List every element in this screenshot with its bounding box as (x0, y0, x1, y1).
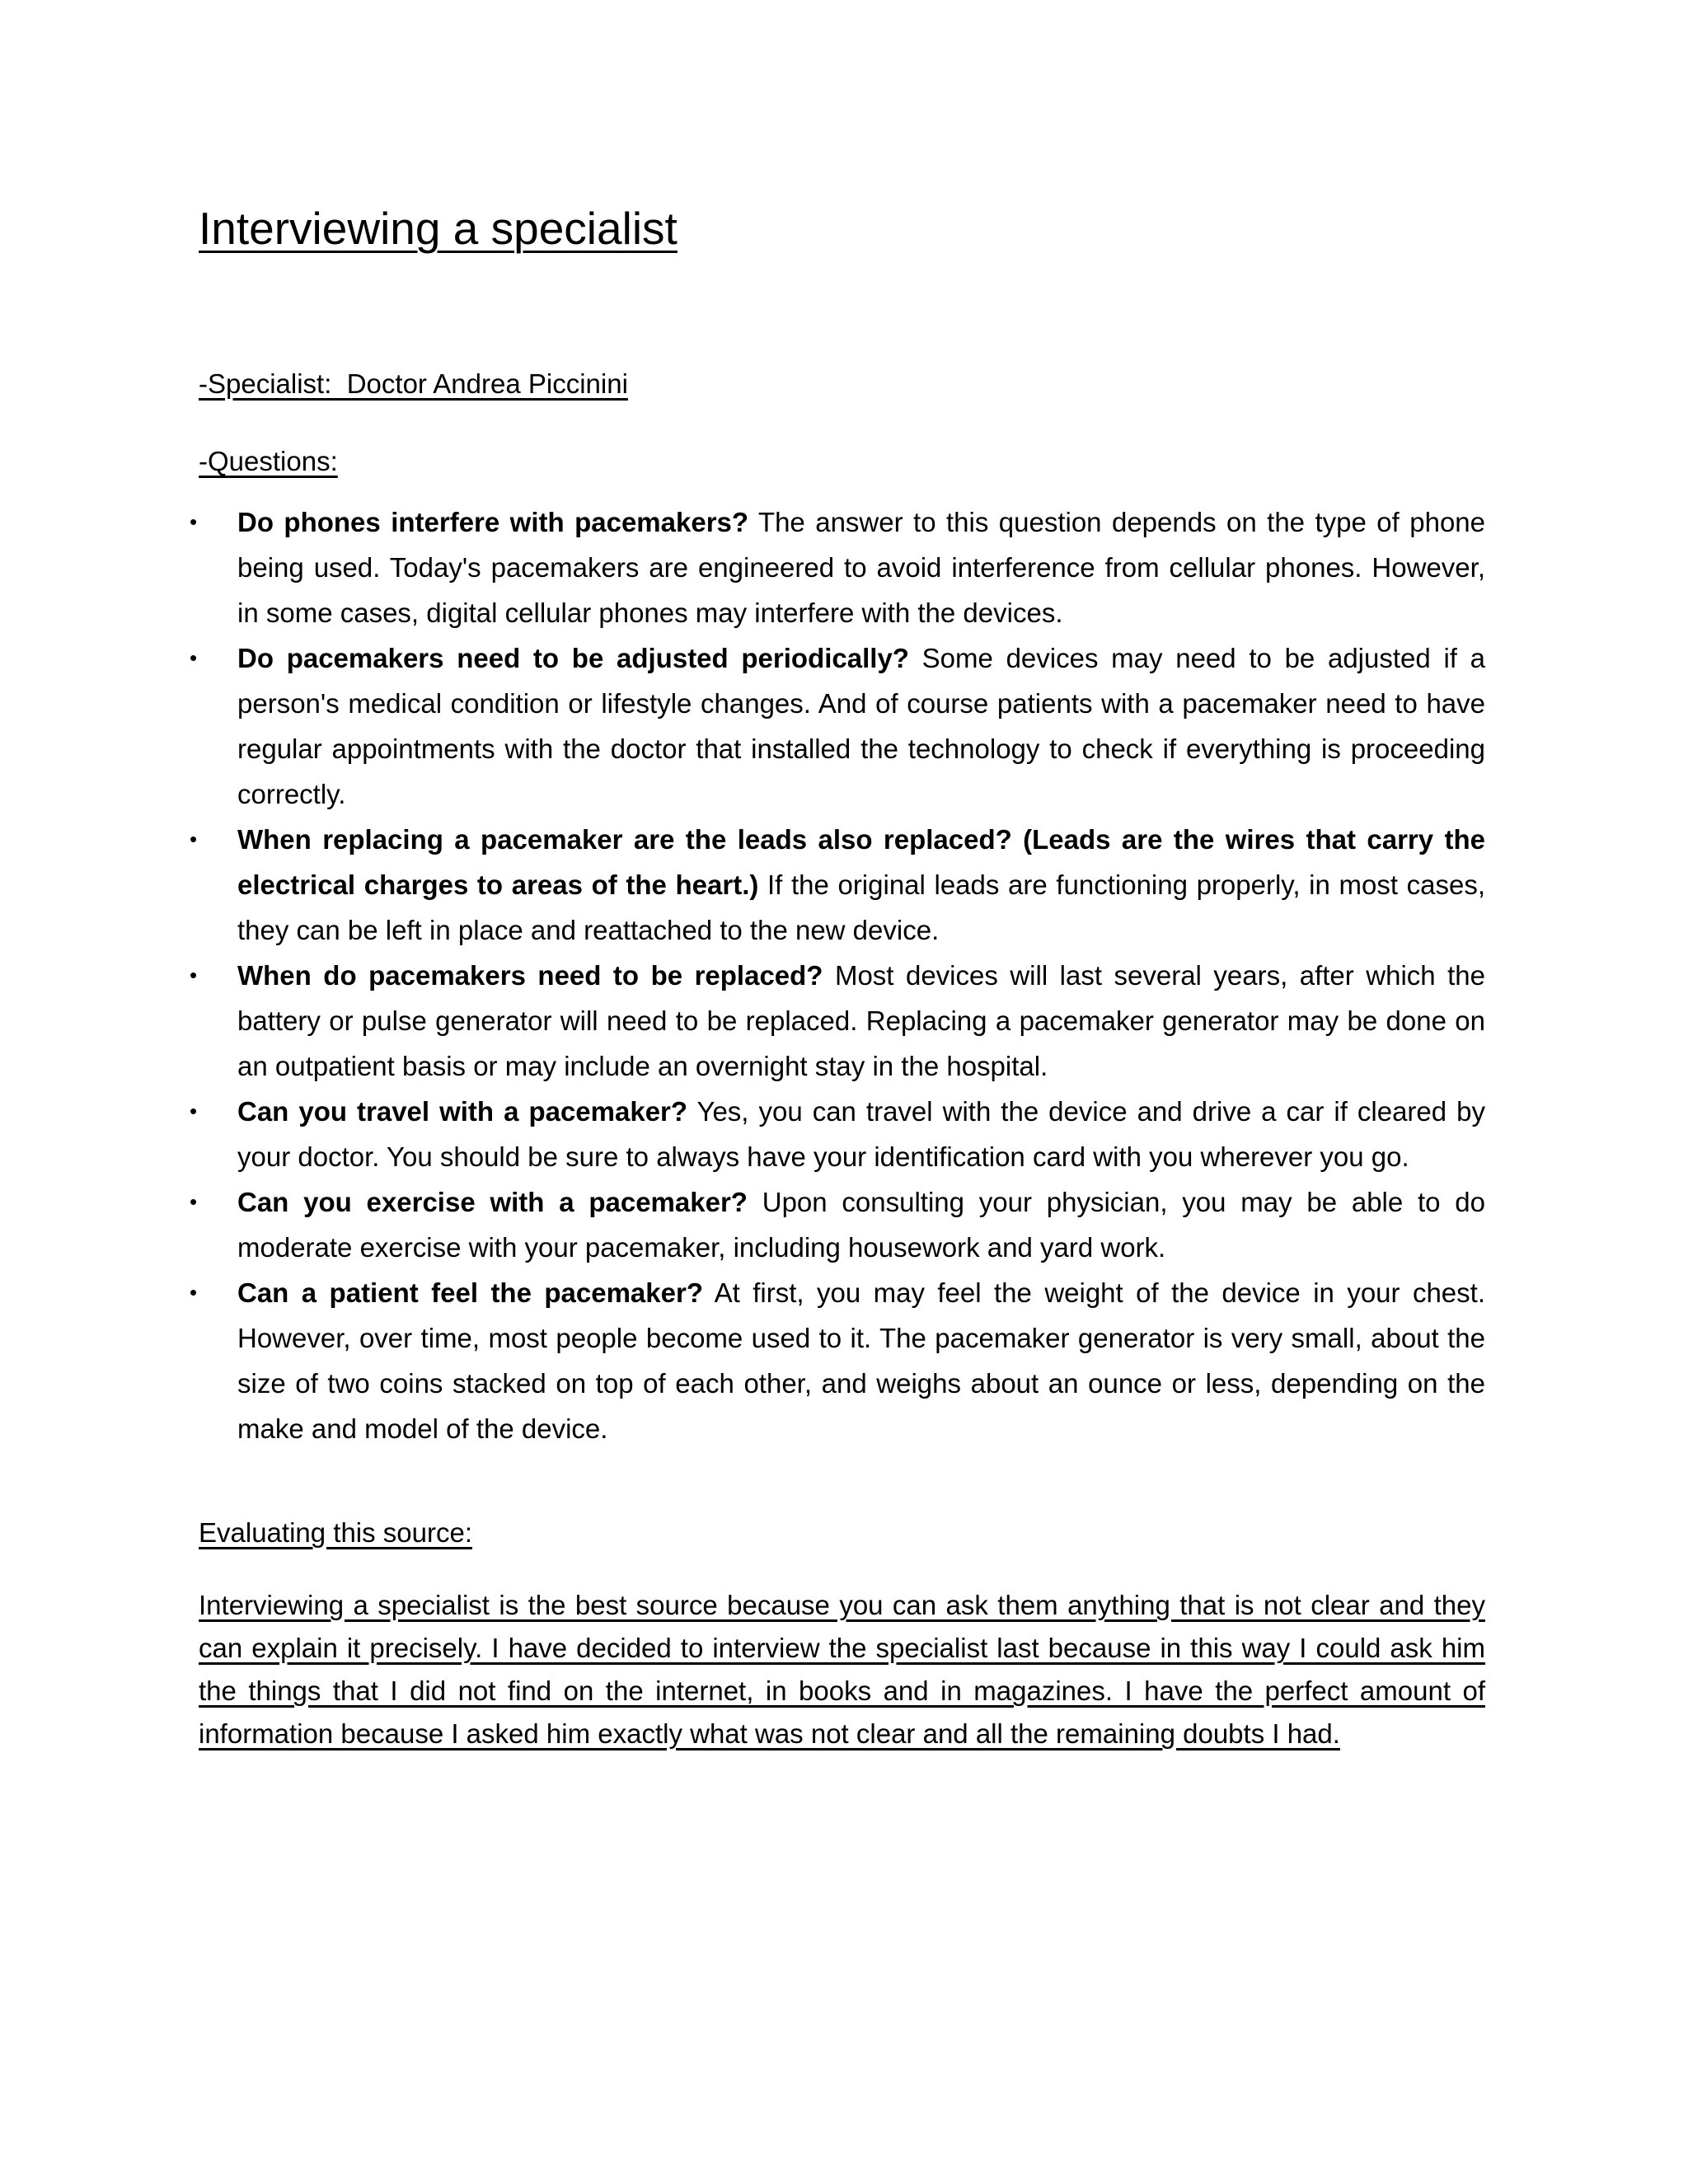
list-item (190, 635, 1486, 817)
question-text: Do pacemakers need to be adjusted periodically? (237, 643, 909, 673)
list-item (190, 1179, 1486, 1270)
question-text: When replacing a pacemaker are the leads also replaced? (Leads are the wires that carry the electrical charges to areas of the heart.) (237, 824, 1485, 900)
answer-text: If the original leads are functioning properly, in most cases, they can be left in place and reattached to the new device. (237, 869, 1485, 945)
list-item (190, 499, 1485, 635)
evaluation-heading: Evaluating this source: (199, 1517, 473, 1548)
specialist-line: -Specialist: Doctor Andrea Piccinini (199, 368, 628, 399)
bullet-icon: • (190, 645, 198, 670)
bullet-icon: • (190, 1099, 198, 1123)
question-text: Do phones interfere with pacemakers? (237, 507, 749, 537)
questions-list (190, 499, 1486, 1451)
page-title: Interviewing a specialist (199, 203, 678, 254)
answer-text: Some devices may need to be adjusted if a person's medical condition or lifestyle changes. And of course patients with a pacemaker need to have regular appointments with the doctor that installed the technology to check if everything is proceeding correctly. (237, 643, 1486, 809)
list-item (190, 1089, 1485, 1179)
question-text: Can you exercise with a pacemaker? (237, 1187, 748, 1217)
list-item (190, 1270, 1485, 1451)
question-text: Can you travel with a pacemaker? (237, 1096, 688, 1127)
answer-text: At first, you may feel the weight of the device in your chest. However, over time, most people become used to it. The pacemaker generator is very small, about the size of two coins stacked on top of each other, and weighs about an ounce or less, depending on the make and model of the device. (237, 1277, 1485, 1444)
answer-text: Yes, you can travel with the device and drive a car if cleared by your doctor. You should be sure to always have your identification card with you wherever you go. (237, 1096, 1485, 1172)
list-item (190, 953, 1485, 1089)
question-text: Can a patient feel the pacemaker? (237, 1277, 703, 1308)
evaluation-paragraph: Interviewing a specialist is the best source because you can ask them anything that is not clear and they can explain it precisely. I have decided to interview the specialist last because in this way I could ask him the things that I did not find on the internet, in books and in magazines. I have the perfect amount of information because I asked him exactly what was not clear and all the remaining doubts I had. (199, 1590, 1485, 1749)
bullet-icon: • (190, 827, 198, 851)
list-item (190, 817, 1485, 953)
question-text: When do pacemakers need to be replaced? (237, 960, 823, 991)
bullet-icon: • (190, 509, 198, 534)
questions-label: -Questions: (199, 446, 338, 476)
answer-text: Upon consulting your physician, you may be able to do moderate exercise with your pacemaker, including housework and yard work. (237, 1187, 1486, 1263)
bullet-icon: • (190, 1189, 198, 1214)
answer-text: Most devices will last several years, after which the battery or pulse generator will need to be replaced. Replacing a pacemaker generator may be done on an outpatient basis or may include an overnight stay in the hospital. (237, 960, 1485, 1081)
bullet-icon: • (190, 1280, 198, 1305)
answer-text: The answer to this question depends on the type of phone being used. Today's pacemakers are engineered to avoid interference from cellular phones. However, in some cases, digital cellular phones may interfere with the devices. (237, 507, 1485, 628)
bullet-icon: • (190, 963, 198, 987)
